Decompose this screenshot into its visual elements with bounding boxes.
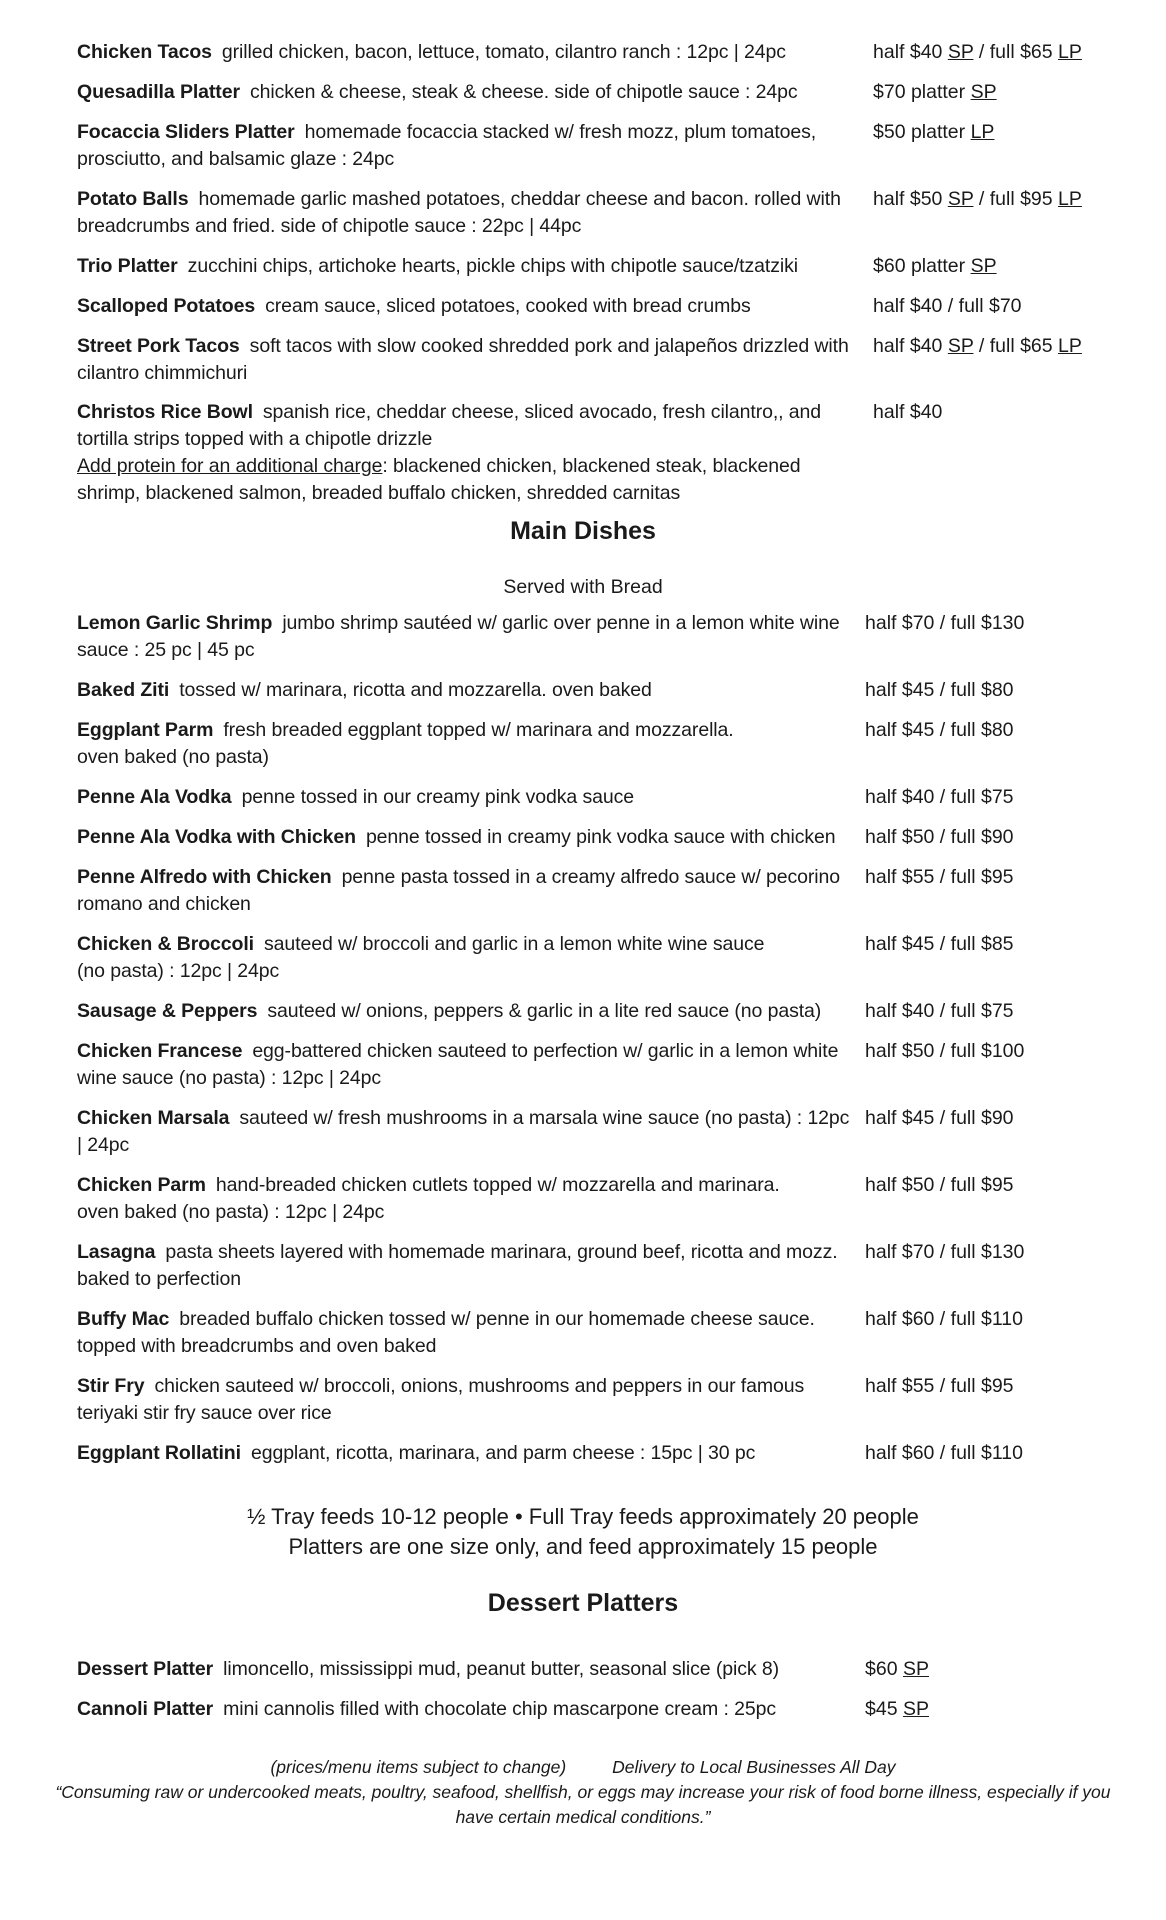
item-description: soft tacos with slow cooked shredded pork and jalapeños drizzled with cilantro chimmichuri [77, 335, 849, 384]
size-lp: LP [970, 121, 995, 143]
food-safety-warning: “Consuming raw or undercooked meats, poultry, seafood, shellfish, or eggs may increase your risk of food borne illness, especially if you have certain medical conditions.” [55, 1782, 1111, 1827]
size-sp: SP [902, 1698, 929, 1720]
item-price: $45 SP [865, 1698, 929, 1720]
item-description: sauteed w/ fresh mushrooms in a marsala wine sauce (no pasta) : 12pc | 24pc [77, 1107, 850, 1156]
item-price: half $60 / full $110 [865, 1308, 1023, 1330]
item-price: half $45 / full $80 [865, 719, 1014, 741]
menu-item [77, 784, 859, 811]
item-price: half $45 / full $85 [865, 933, 1014, 955]
menu-item [77, 1105, 859, 1159]
menu-item [77, 1696, 867, 1723]
item-price: half $50 / full $95 [865, 1174, 1014, 1196]
item-description: fresh breaded eggplant topped w/ marinara and mozzarella. [223, 719, 734, 741]
item-price: half $60 / full $110 [865, 1442, 1023, 1464]
item-price: half $40 / full $70 [873, 295, 1022, 317]
menu-item [77, 824, 859, 851]
size-sp: SP [947, 188, 974, 210]
item-description: spanish rice, cheddar cheese, sliced avocado, fresh cilantro,, and tortilla strips topped with a chipotle drizzle [77, 401, 822, 450]
item-price: half $50 SP / full $95 LP [873, 188, 1082, 210]
delivery-notice: Delivery to Local Businesses All Day [612, 1757, 896, 1777]
menu-item [77, 1239, 859, 1293]
size-sp: SP [947, 41, 974, 63]
item-description: breaded buffalo chicken tossed w/ penne in our homemade cheese sauce. topped with breadcrumbs and oven baked [77, 1308, 815, 1357]
item-description-cont: (no pasta) : 12pc | 24pc [77, 960, 280, 982]
size-sp: SP [947, 335, 974, 357]
item-price: half $70 / full $130 [865, 1241, 1025, 1263]
item-description: homemade focaccia stacked w/ fresh mozz, plum tomatoes, prosciutto, and balsamic glaze : 24pc [77, 121, 817, 170]
item-price: half $55 / full $95 [865, 1375, 1014, 1397]
item-price: $60 platter SP [873, 255, 997, 277]
item-name: Street Pork Tacos [77, 335, 240, 357]
item-description: mini cannolis filled with chocolate chip mascarpone cream : 25pc [223, 1698, 776, 1720]
item-description: penne tossed in our creamy pink vodka sauce [241, 786, 634, 808]
tray-size-info: ½ Tray feeds 10-12 people • Full Tray feeds approximately 20 people [247, 1504, 919, 1529]
item-name: Lemon Garlic Shrimp [77, 612, 273, 634]
menu-item [77, 293, 867, 320]
footer-notice-line [40, 1755, 1126, 1780]
menu-item [77, 677, 859, 704]
menu-item [77, 79, 867, 106]
item-description: zucchini chips, artichoke hearts, pickle chips with chipotle sauce/tzatziki [187, 255, 798, 277]
item-name: Trio Platter [77, 255, 178, 277]
item-description: pasta sheets layered with homemade marinara, ground beef, ricotta and mozz. baked to perfection [77, 1241, 838, 1290]
item-name: Potato Balls [77, 188, 189, 210]
item-price: half $70 / full $130 [865, 612, 1025, 634]
item-name: Focaccia Sliders Platter [77, 121, 295, 143]
item-description: eggplant, ricotta, marinara, and parm cheese : 15pc | 30 pc [250, 1442, 756, 1464]
item-price: half $40 / full $75 [865, 1000, 1014, 1022]
item-name: Chicken Marsala [77, 1107, 230, 1129]
size-lp: LP [1058, 335, 1082, 357]
menu-item [77, 333, 867, 387]
menu-item [77, 1373, 859, 1427]
item-description: penne pasta tossed in a creamy alfredo sauce w/ pecorino romano and chicken [77, 866, 841, 915]
item-description: homemade garlic mashed potatoes, cheddar cheese and bacon. rolled with breadcrumbs and fried. side of chipotle sauce : 22pc | 44pc [77, 188, 841, 237]
menu-item [77, 186, 867, 240]
item-price: half $45 / full $90 [865, 1107, 1014, 1129]
item-name: Penne Ala Vodka with Chicken [77, 826, 356, 848]
item-name: Quesadilla Platter [77, 81, 240, 103]
item-name: Christos Rice Bowl [77, 401, 253, 423]
item-description: sauteed w/ broccoli and garlic in a lemon white wine sauce [264, 933, 765, 955]
menu-item [77, 1440, 859, 1467]
menu-item [77, 1306, 859, 1360]
item-name: Sausage & Peppers [77, 1000, 258, 1022]
item-price: half $55 / full $95 [865, 866, 1014, 888]
item-name: Baked Ziti [77, 679, 170, 701]
menu-item [77, 39, 867, 66]
item-description: jumbo shrimp sautéed w/ garlic over penne in a lemon white wine sauce : 25 pc | 45 pc [77, 612, 840, 661]
price-change-notice: (prices/menu items subject to change) [270, 1757, 567, 1777]
menu-item [77, 1038, 859, 1092]
item-price: half $45 / full $80 [865, 679, 1014, 701]
item-description: sauteed w/ onions, peppers & garlic in a lite red sauce (no pasta) [267, 1000, 822, 1022]
item-description: grilled chicken, bacon, lettuce, tomato, cilantro ranch : 12pc | 24pc [221, 41, 786, 63]
menu-item [77, 610, 859, 664]
menu-item [77, 119, 867, 173]
item-name: Chicken & Broccoli [77, 933, 254, 955]
item-name: Penne Ala Vodka [77, 786, 232, 808]
item-name: Chicken Parm [77, 1174, 206, 1196]
item-price: half $40 SP / full $65 LP [873, 41, 1082, 63]
size-lp: LP [1058, 188, 1082, 210]
item-description: cream sauce, sliced potatoes, cooked with bread crumbs [265, 295, 751, 317]
item-name: Chicken Tacos [77, 41, 212, 63]
item-name: Stir Fry [77, 1375, 145, 1397]
item-price: half $40 [873, 401, 943, 423]
item-name: Eggplant Parm [77, 719, 214, 741]
item-price: half $50 / full $100 [865, 1040, 1025, 1062]
item-name: Dessert Platter [77, 1658, 214, 1680]
item-description: chicken & cheese, steak & cheese. side of chipotle sauce : 24pc [249, 81, 798, 103]
item-description-cont: oven baked (no pasta) [77, 746, 269, 768]
item-name: Lasagna [77, 1241, 156, 1263]
item-name: Scalloped Potatoes [77, 295, 256, 317]
item-description: limoncello, mississippi mud, peanut butter, seasonal slice (pick 8) [223, 1658, 779, 1680]
menu-item [77, 931, 859, 985]
item-description: egg-battered chicken sauteed to perfection w/ garlic in a lemon white wine sauce (no pasta) : 12pc | 24pc [77, 1040, 839, 1089]
item-name: Chicken Francese [77, 1040, 243, 1062]
item-description: tossed w/ marinara, ricotta and mozzarella. oven baked [179, 679, 652, 701]
section-title-dessert: Dessert Platters [487, 1589, 679, 1617]
item-price: half $50 / full $90 [865, 826, 1014, 848]
protein-addon-list: : blackened chicken, blackened steak, blackened shrimp, blackened salmon, breaded buffalo chicken, shredded carnitas [77, 455, 801, 504]
item-name: Buffy Mac [77, 1308, 170, 1330]
protein-addon-label: Add protein for an additional charge [77, 455, 383, 477]
item-price: $60 SP [865, 1658, 929, 1680]
item-price: half $40 / full $75 [865, 786, 1014, 808]
menu-item [77, 1656, 867, 1683]
section-subtitle: Served with Bread [503, 576, 663, 598]
menu-item [77, 998, 859, 1025]
item-name: Eggplant Rollatini [77, 1442, 241, 1464]
size-sp: SP [970, 81, 997, 103]
menu-item [77, 253, 867, 280]
menu-item [77, 864, 859, 918]
menu-item [77, 399, 867, 507]
item-description: chicken sauteed w/ broccoli, onions, mushrooms and peppers in our famous teriyaki stir fry sauce over rice [77, 1375, 805, 1424]
item-name: Cannoli Platter [77, 1698, 214, 1720]
item-description-cont: oven baked (no pasta) : 12pc | 24pc [77, 1201, 385, 1223]
item-price: $70 platter SP [873, 81, 997, 103]
item-description: hand-breaded chicken cutlets topped w/ mozzarella and marinara. [215, 1174, 780, 1196]
item-price: $50 platter LP [873, 121, 995, 143]
menu-item [77, 717, 859, 771]
item-name: Penne Alfredo with Chicken [77, 866, 332, 888]
item-description: penne tossed in creamy pink vodka sauce with chicken [365, 826, 836, 848]
size-lp: LP [1058, 41, 1082, 63]
platter-size-info: Platters are one size only, and feed approximately 15 people [288, 1534, 878, 1559]
section-title-main-dishes: Main Dishes [510, 517, 656, 545]
item-price: half $40 SP / full $65 LP [873, 335, 1082, 357]
size-sp: SP [902, 1658, 929, 1680]
menu-item [77, 1172, 859, 1226]
size-sp: SP [970, 255, 997, 277]
